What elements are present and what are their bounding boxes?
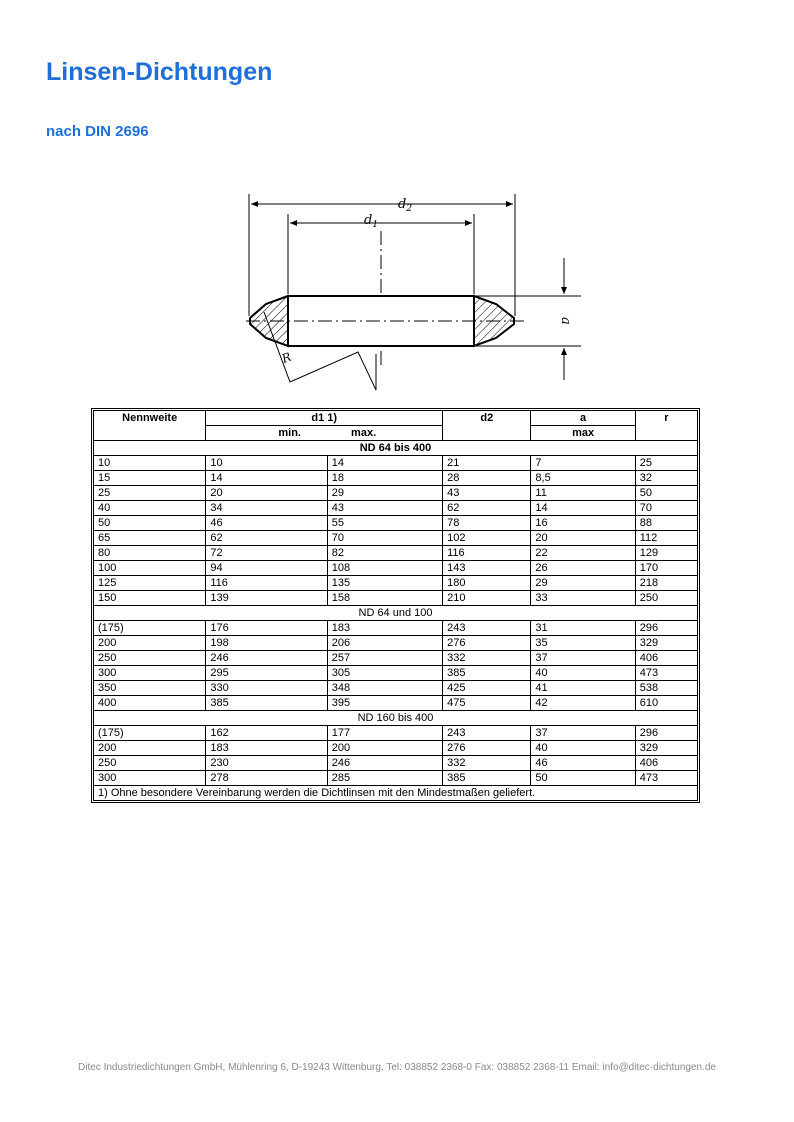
table-cell: 200 xyxy=(327,741,442,756)
table-cell: 285 xyxy=(327,771,442,786)
table-cell: 70 xyxy=(327,531,442,546)
table-cell: 473 xyxy=(635,666,697,681)
table-cell: 29 xyxy=(327,486,442,501)
table-group-row xyxy=(94,711,698,726)
table-cell: 46 xyxy=(206,516,327,531)
table-cell: 135 xyxy=(327,576,442,591)
table-row xyxy=(94,546,698,561)
table-cell: 10 xyxy=(94,456,206,471)
table-cell: 40 xyxy=(531,741,635,756)
table-cell: 475 xyxy=(443,696,531,711)
table-cell: 295 xyxy=(206,666,327,681)
table-cell: 305 xyxy=(327,666,442,681)
table-row xyxy=(94,576,698,591)
header-a-max: max xyxy=(531,426,635,441)
table-cell: 108 xyxy=(327,561,442,576)
table-cell: 350 xyxy=(94,681,206,696)
table-cell: 276 xyxy=(443,741,531,756)
table-cell: 395 xyxy=(327,696,442,711)
table-group-row xyxy=(94,441,698,456)
table-cell: 250 xyxy=(94,651,206,666)
table-cell: 276 xyxy=(443,636,531,651)
table-row xyxy=(94,591,698,606)
table-cell: 20 xyxy=(206,486,327,501)
header-nennweite: Nennweite xyxy=(94,411,206,441)
table-cell: 473 xyxy=(635,771,697,786)
table-cell: 329 xyxy=(635,741,697,756)
table-cell: 116 xyxy=(206,576,327,591)
table-cell: 37 xyxy=(531,726,635,741)
table-cell: 32 xyxy=(635,471,697,486)
table-row xyxy=(94,666,698,681)
page-footer: Ditec Industriedichtungen GmbH, Mühlenring 6, D-19243 Wittenburg, Tel: 038852 2368-0 Fax: 038852 2368-11 Email: info@ditec-dichtungen.de xyxy=(78,1062,716,1073)
table-row xyxy=(94,681,698,696)
table-cell: 300 xyxy=(94,771,206,786)
d2-label: $d_2$ xyxy=(398,197,413,214)
table-row xyxy=(94,771,698,786)
table-row xyxy=(94,501,698,516)
table-cell: 14 xyxy=(531,501,635,516)
table-cell: 125 xyxy=(94,576,206,591)
dimension-table xyxy=(91,408,700,803)
table-cell: 300 xyxy=(94,666,206,681)
table-cell: 25 xyxy=(94,486,206,501)
table-cell: 10 xyxy=(206,456,327,471)
table-cell: 15 xyxy=(94,471,206,486)
table-row xyxy=(94,621,698,636)
table-cell: 102 xyxy=(443,531,531,546)
a-label: a xyxy=(558,317,573,325)
table-cell: 385 xyxy=(206,696,327,711)
table-cell: 20 xyxy=(531,531,635,546)
table-cell: 62 xyxy=(206,531,327,546)
table-cell: 400 xyxy=(94,696,206,711)
table-cell: 218 xyxy=(635,576,697,591)
table-cell: 14 xyxy=(206,471,327,486)
table-cell: 158 xyxy=(327,591,442,606)
table-cell: 43 xyxy=(443,486,531,501)
lens-gasket-drawing xyxy=(236,186,616,400)
table-cell: 230 xyxy=(206,756,327,771)
table-cell: 46 xyxy=(531,756,635,771)
table-cell: 31 xyxy=(531,621,635,636)
table-cell: 72 xyxy=(206,546,327,561)
table-cell: 88 xyxy=(635,516,697,531)
table-cell: 332 xyxy=(443,756,531,771)
table-cell: 41 xyxy=(531,681,635,696)
table-row xyxy=(94,756,698,771)
table-row xyxy=(94,741,698,756)
table-cell: 170 xyxy=(635,561,697,576)
header-a: a xyxy=(531,411,635,426)
table-cell: 198 xyxy=(206,636,327,651)
table-row xyxy=(94,516,698,531)
table-cell: 129 xyxy=(635,546,697,561)
table-cell: 348 xyxy=(327,681,442,696)
table-row xyxy=(94,471,698,486)
table-cell: 250 xyxy=(635,591,697,606)
table-cell: 243 xyxy=(443,726,531,741)
table-row xyxy=(94,486,698,501)
table-row xyxy=(94,456,698,471)
table-cell: 162 xyxy=(206,726,327,741)
table-cell: 55 xyxy=(327,516,442,531)
table-cell: 538 xyxy=(635,681,697,696)
table-cell: 82 xyxy=(327,546,442,561)
table-cell: 296 xyxy=(635,726,697,741)
table-cell: 34 xyxy=(206,501,327,516)
header-d1: d1 1) xyxy=(206,411,443,426)
table-cell: 257 xyxy=(327,651,442,666)
table-cell: 35 xyxy=(531,636,635,651)
table-cell: 37 xyxy=(531,651,635,666)
table-cell: 150 xyxy=(94,591,206,606)
table-row xyxy=(94,531,698,546)
table-row xyxy=(94,636,698,651)
table-cell: 33 xyxy=(531,591,635,606)
table-cell: 42 xyxy=(531,696,635,711)
group-label: ND 64 und 100 xyxy=(94,606,698,621)
table-cell: 25 xyxy=(635,456,697,471)
table-cell: 11 xyxy=(531,486,635,501)
table-cell: 28 xyxy=(443,471,531,486)
r-label: R xyxy=(279,349,294,366)
table-cell: 278 xyxy=(206,771,327,786)
table-cell: 29 xyxy=(531,576,635,591)
table-cell: 200 xyxy=(94,741,206,756)
table-cell: 112 xyxy=(635,531,697,546)
header-min: min. xyxy=(278,427,301,439)
table-cell: 8,5 xyxy=(531,471,635,486)
table-cell: 21 xyxy=(443,456,531,471)
table-cell: 94 xyxy=(206,561,327,576)
table-cell: 210 xyxy=(443,591,531,606)
table-cell: 143 xyxy=(443,561,531,576)
header-d1-subcolumns xyxy=(206,426,443,441)
table-cell: 176 xyxy=(206,621,327,636)
table-cell: 177 xyxy=(327,726,442,741)
table-cell: 243 xyxy=(443,621,531,636)
table-cell: 183 xyxy=(206,741,327,756)
table-cell: 183 xyxy=(327,621,442,636)
group-label: ND 64 bis 400 xyxy=(94,441,698,456)
table-cell: 40 xyxy=(531,666,635,681)
table-cell: 7 xyxy=(531,456,635,471)
table-cell: 246 xyxy=(327,756,442,771)
table-row xyxy=(94,726,698,741)
table-cell: 406 xyxy=(635,756,697,771)
footnote-row xyxy=(94,786,698,801)
table-cell: 406 xyxy=(635,651,697,666)
table-cell: 332 xyxy=(443,651,531,666)
table-cell: 65 xyxy=(94,531,206,546)
table-cell: (175) xyxy=(94,726,206,741)
table-group-row xyxy=(94,606,698,621)
table-cell: 50 xyxy=(635,486,697,501)
table-cell: 296 xyxy=(635,621,697,636)
table-cell: 78 xyxy=(443,516,531,531)
table-cell: 16 xyxy=(531,516,635,531)
table-cell: 385 xyxy=(443,771,531,786)
table-cell: 18 xyxy=(327,471,442,486)
table-cell: 425 xyxy=(443,681,531,696)
header-max: max. xyxy=(351,427,377,439)
table-cell: 62 xyxy=(443,501,531,516)
table-row xyxy=(94,696,698,711)
table-row xyxy=(94,561,698,576)
table-cell: 80 xyxy=(94,546,206,561)
table-cell: 246 xyxy=(206,651,327,666)
table-cell: 50 xyxy=(531,771,635,786)
header-r: r xyxy=(635,411,697,441)
table-cell: 329 xyxy=(635,636,697,651)
table-cell: 330 xyxy=(206,681,327,696)
table-cell: 100 xyxy=(94,561,206,576)
table-cell: 206 xyxy=(327,636,442,651)
page-subtitle: nach DIN 2696 xyxy=(46,123,149,140)
table-cell: 70 xyxy=(635,501,697,516)
page-title: Linsen-Dichtungen xyxy=(46,58,273,86)
table-cell: 22 xyxy=(531,546,635,561)
table-cell: (175) xyxy=(94,621,206,636)
table-cell: 139 xyxy=(206,591,327,606)
header-d2: d2 xyxy=(443,411,531,441)
table-cell: 250 xyxy=(94,756,206,771)
table-cell: 200 xyxy=(94,636,206,651)
table-footnote: 1) Ohne besondere Vereinbarung werden die Dichtlinsen mit den Mindestmaßen geliefert. xyxy=(94,786,698,801)
table-cell: 385 xyxy=(443,666,531,681)
table-cell: 43 xyxy=(327,501,442,516)
table-cell: 610 xyxy=(635,696,697,711)
table-cell: 14 xyxy=(327,456,442,471)
table-cell: 26 xyxy=(531,561,635,576)
table-cell: 116 xyxy=(443,546,531,561)
table-cell: 50 xyxy=(94,516,206,531)
table-row xyxy=(94,651,698,666)
table-cell: 40 xyxy=(94,501,206,516)
d1-label: $d_1$ xyxy=(364,213,379,230)
group-label: ND 160 bis 400 xyxy=(94,711,698,726)
table-cell: 180 xyxy=(443,576,531,591)
